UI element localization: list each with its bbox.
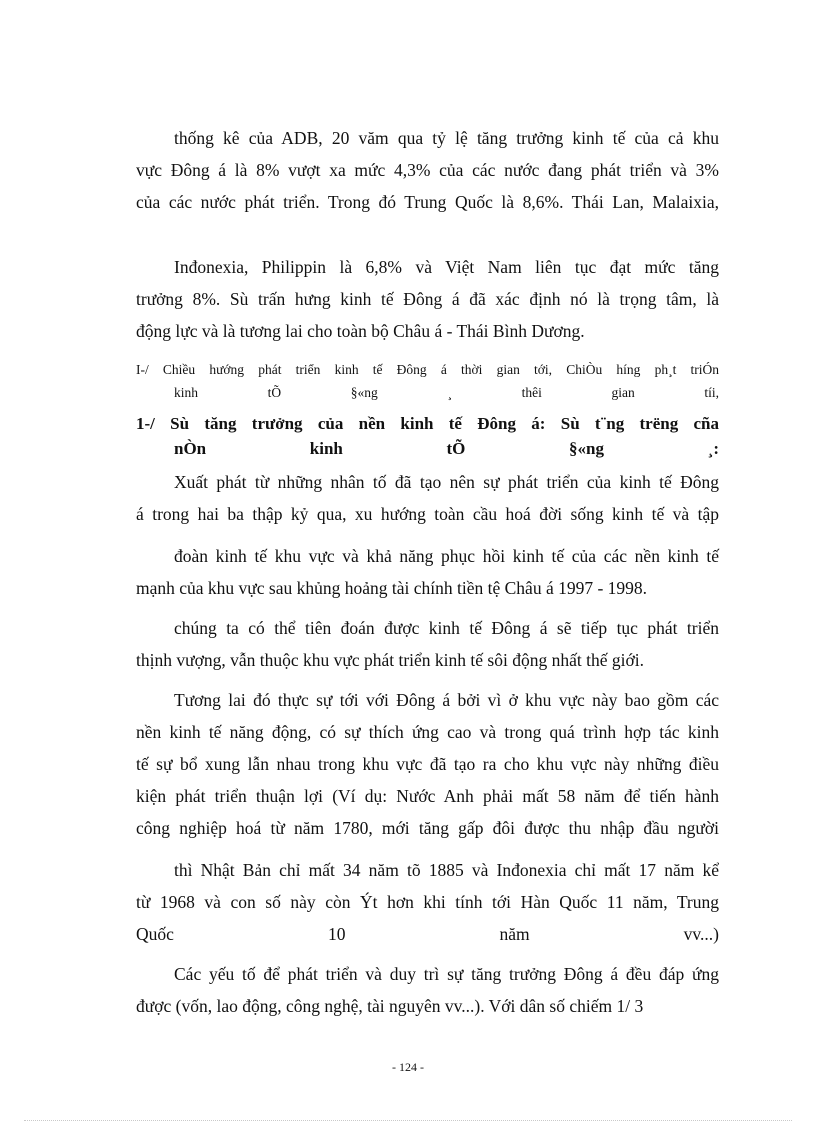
paragraph-line: tế sự bổ xung lẫn nhau trong khu vực đã tạo ra cho khu vực này những điều [136, 754, 719, 774]
section-heading-line: kinh tÕ §«ng ¸ thêi gian tíi, [174, 385, 719, 400]
section-heading-line: I-/ Chiều hướng phát triển kinh tế Đông á thời gian tới, ChiÒu híng ph¸t triÓn [136, 362, 719, 377]
paragraph-line: trưởng 8%. Sù trấn hưng kinh tế Đông á đã xác định nó là trọng tâm, là [136, 289, 719, 309]
page-number: - 124 - [392, 1060, 424, 1074]
paragraph-line: Quốc 10 năm vv...) [136, 924, 719, 944]
paragraph-line: của các nước phát triển. Trong đó Trung Quốc là 8,6%. Thái Lan, Malaixia, [136, 192, 719, 212]
paragraph-line: Các yếu tố để phát triển và duy trì sự tăng trưởng Đông á đều đáp ứng [174, 964, 719, 984]
paragraph-line: mạnh của khu vực sau khủng hoảng tài chính tiền tệ Châu á 1997 - 1998. [136, 578, 648, 598]
paragraph-line: được (vốn, lao động, công nghệ, tài nguyên vv...). Với dân số chiếm 1/ 3 [136, 996, 644, 1016]
paragraph-line: thì Nhật Bản chỉ mất 34 năm tõ 1885 và Inđonexia chỉ mất 17 năm kể [174, 860, 719, 880]
paragraph-line: công nghiệp hoá từ năm 1780, mới tăng gấp đôi được thu nhập đầu người [136, 818, 719, 838]
paragraph-line: đoàn kinh tế khu vực và khả năng phục hồi kinh tế của các nền kinh tế [174, 546, 719, 566]
paragraph-line: Inđonexia, Philippin là 6,8% và Việt Nam liên tục đạt mức tăng [174, 257, 719, 277]
paragraph-line: chúng ta có thể tiên đoán được kinh tế Đông á sẽ tiếp tục phát triển [174, 618, 719, 638]
paragraph-line: Tương lai đó thực sự tới với Đông á bởi vì ở khu vực này bao gồm các [174, 690, 719, 710]
footer-divider [24, 1120, 792, 1121]
paragraph-line: kiện phát triển thuận lợi (Ví dụ: Nước Anh phải mất 58 năm để tiến hành [136, 786, 719, 806]
paragraph-line: vực Đông á là 8% vượt xa mức 4,3% của các nước đang phát triển và 3% [136, 160, 719, 180]
paragraph-line: Xuất phát từ những nhân tố đã tạo nên sự phát triển của kinh tế Đông [174, 472, 719, 492]
paragraph-line: thịnh vượng, vẫn thuộc khu vực phát triển kinh tế sôi động nhất thế giới. [136, 650, 644, 670]
subsection-heading-line: 1-/ Sù tăng trưởng của nền kinh tế Đông á: Sù t¨ng trëng cña [136, 414, 719, 433]
paragraph-line: thống kê của ADB, 20 văm qua tỷ lệ tăng trưởng kinh tế của cả khu [174, 128, 719, 148]
subsection-heading-line: nÒn kinh tÕ §«ng ¸: [174, 439, 719, 458]
paragraph-line: á trong hai ba thập kỷ qua, xu hướng toàn cầu hoá đời sống kinh tế và tập [136, 504, 719, 524]
paragraph-line: nền kinh tế năng động, có sự thích ứng cao và trong quá trình hợp tác kinh [136, 722, 719, 742]
paragraph-line: từ 1968 và con số này còn Ýt hơn khi tính tới Hàn Quốc 11 năm, Trung [136, 892, 719, 912]
paragraph-line: động lực và là tương lai cho toàn bộ Châu á - Thái Bình Dương. [136, 321, 585, 341]
